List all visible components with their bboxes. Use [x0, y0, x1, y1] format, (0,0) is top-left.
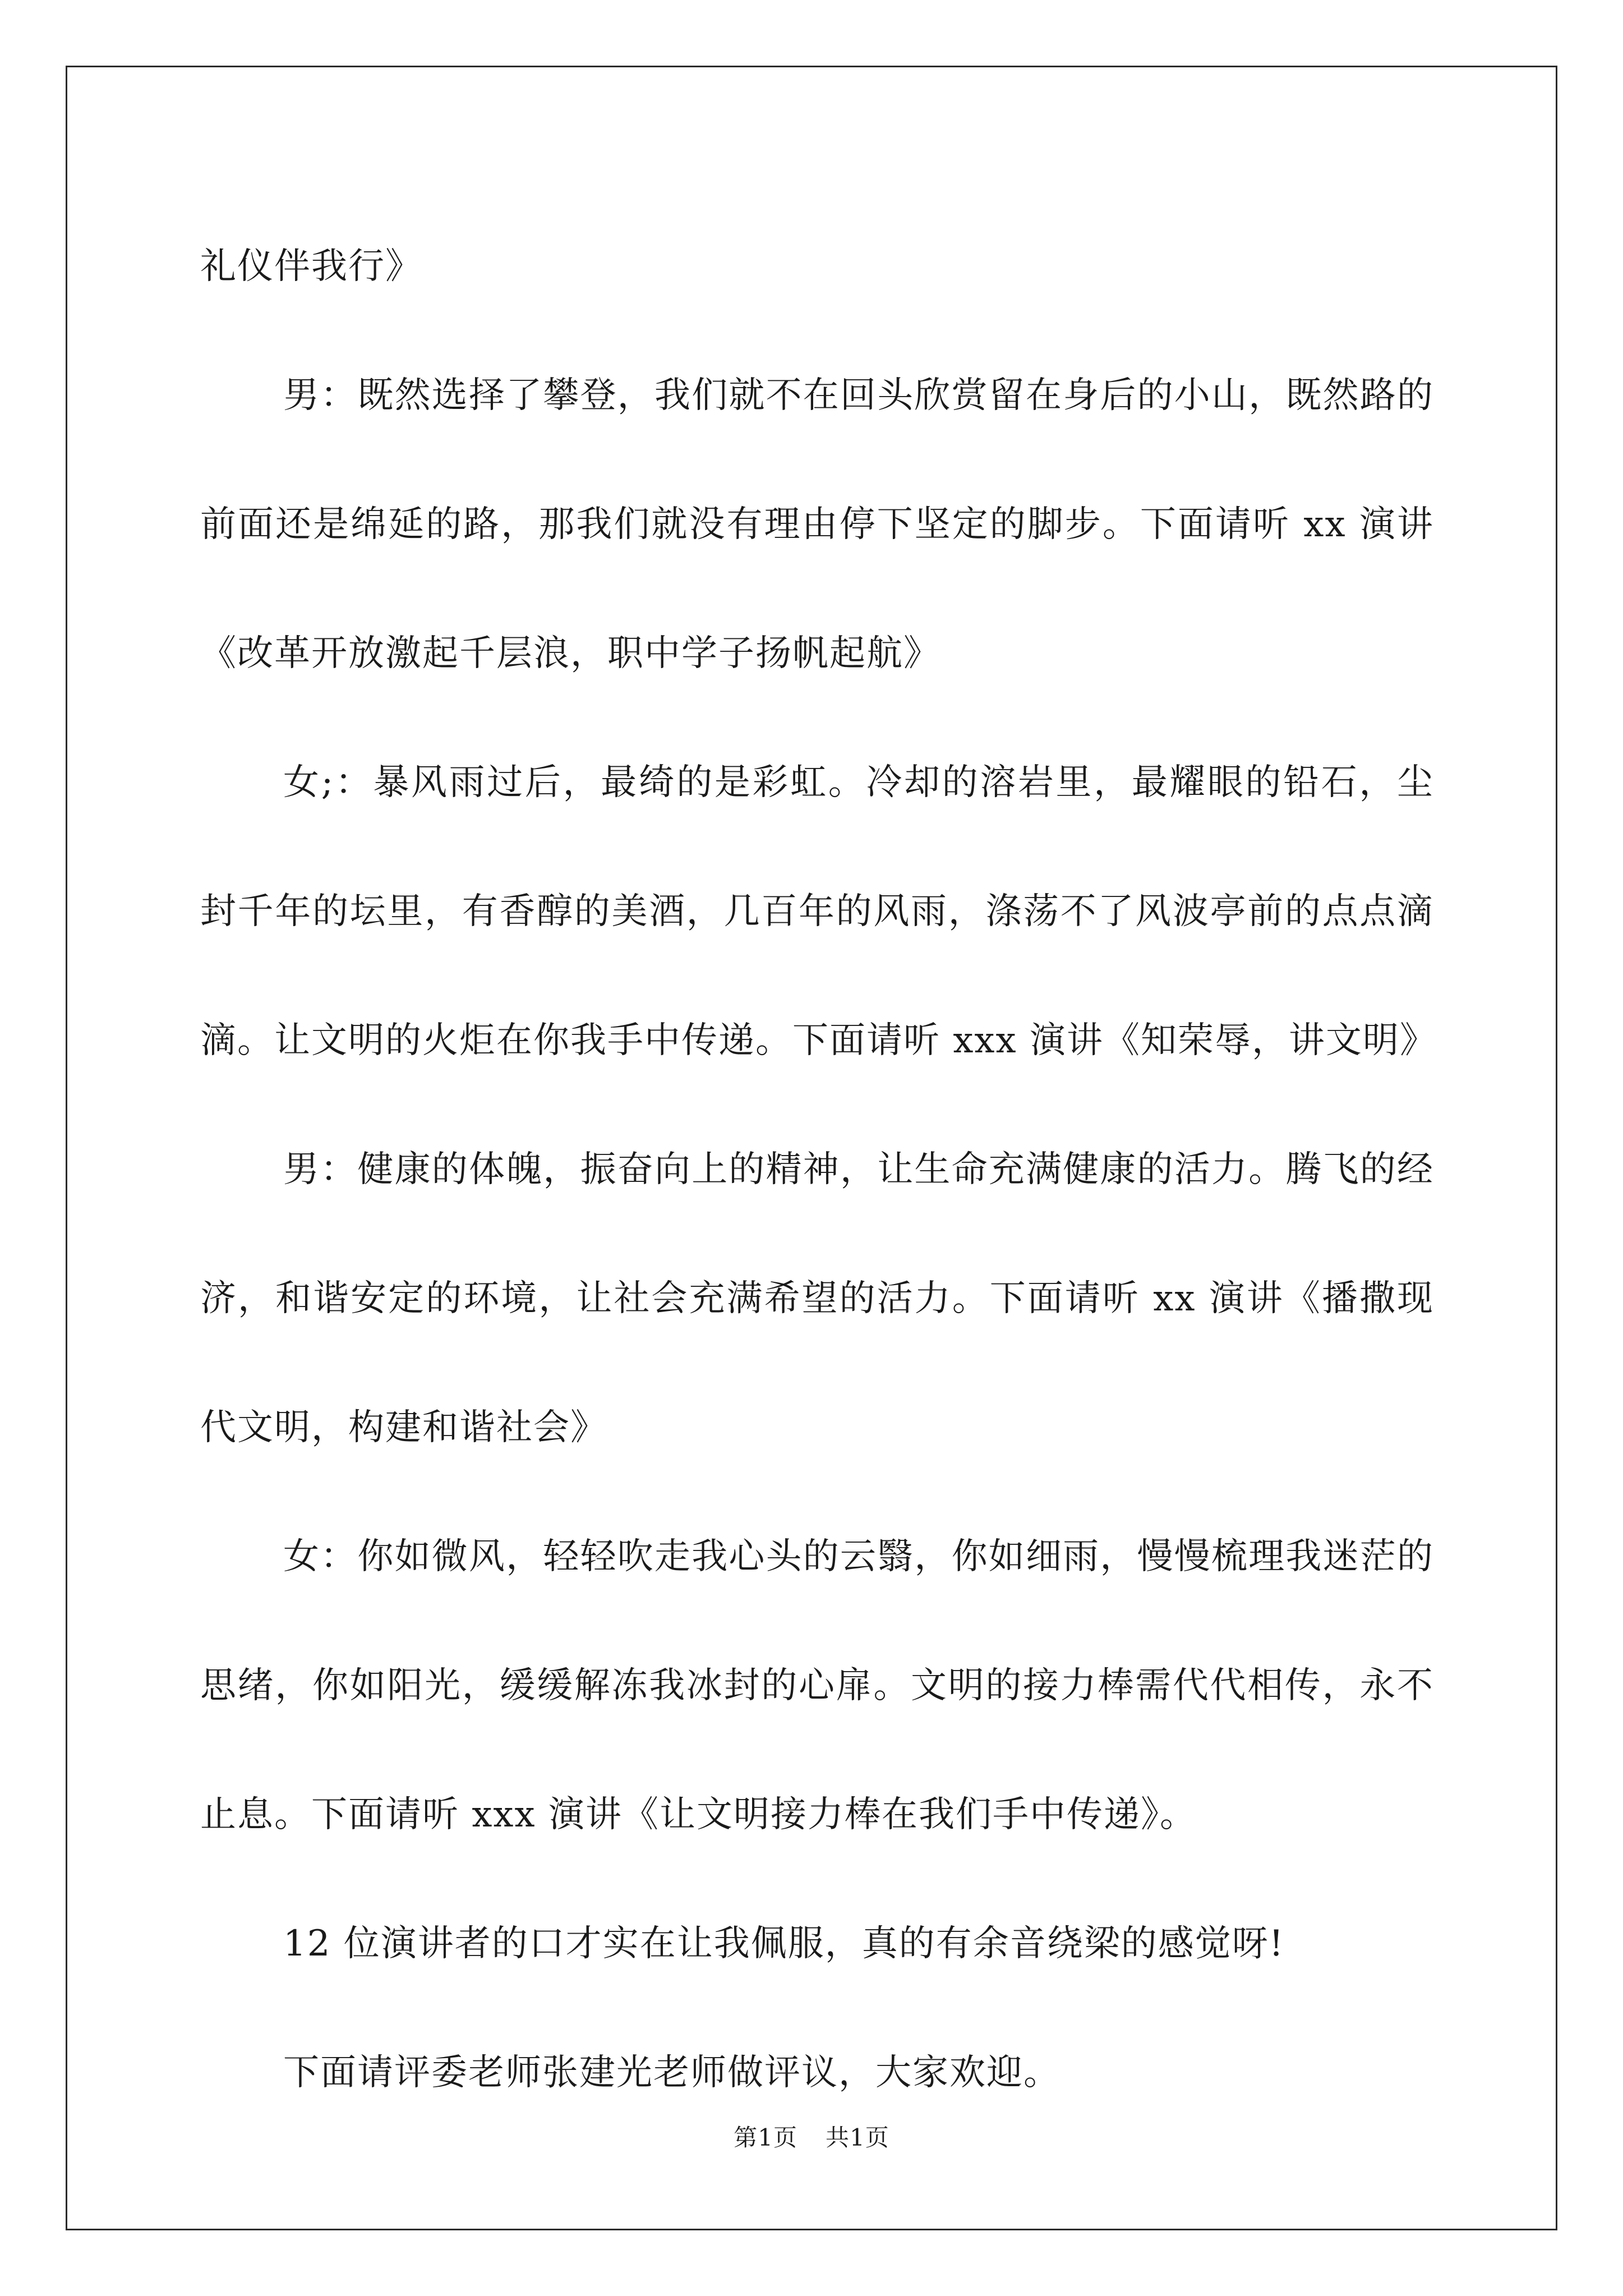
page-number: 第1页	[734, 2124, 797, 2151]
page-total: 共1页	[826, 2124, 889, 2151]
paragraph-3: 女;：暴风雨过后，最绮的是彩虹。冷却的溶岩里，最耀眼的铅石，尘封千年的坛里，有香醇的美酒，几百年的风雨，涤荡不了风波亭前的点点滴滴。让文明的火炬在你我手中传递。下面请听 xxx 演讲《知荣辱，讲文明》	[200, 762, 1437, 1061]
paragraph-7: 下面请评委老师张建光老师做评议，大家欢迎。	[283, 2052, 1061, 2093]
paragraph-1: 礼仪伴我行》	[200, 246, 422, 287]
paragraph-2: 男：既然选择了攀登，我们就不在回头欣赏留在身后的小山，既然路的前面还是绵延的路，那我们就没有理由停下坚定的脚步。下面请听 xx 演讲《改革开放激起千层浪，职中学子扬帆起航》	[200, 375, 1434, 674]
page-footer	[0, 2119, 1623, 2153]
paragraph-5: 女：你如微风，轻轻吹走我心头的云翳，你如细雨，慢慢梳理我迷茫的思绪，你如阳光，缓缓解冻我冰封的心扉。文明的接力棒需代代相传，永不止息。下面请听 xxx 演讲《让文明接力棒在我们手中传递》。	[200, 1536, 1434, 1835]
paragraph-4: 男：健康的体魄，振奋向上的精神，让生命充满健康的活力。腾飞的经济，和谐安定的环境，让社会充满希望的活力。下面请听 xx 演讲《播撒现代文明，构建和谐社会》	[200, 1149, 1434, 1448]
paragraph-6: 12 位演讲者的口才实在让我佩服，真的有余音绕梁的感觉呀!	[283, 1923, 1285, 1964]
document-body	[200, 202, 1437, 2137]
